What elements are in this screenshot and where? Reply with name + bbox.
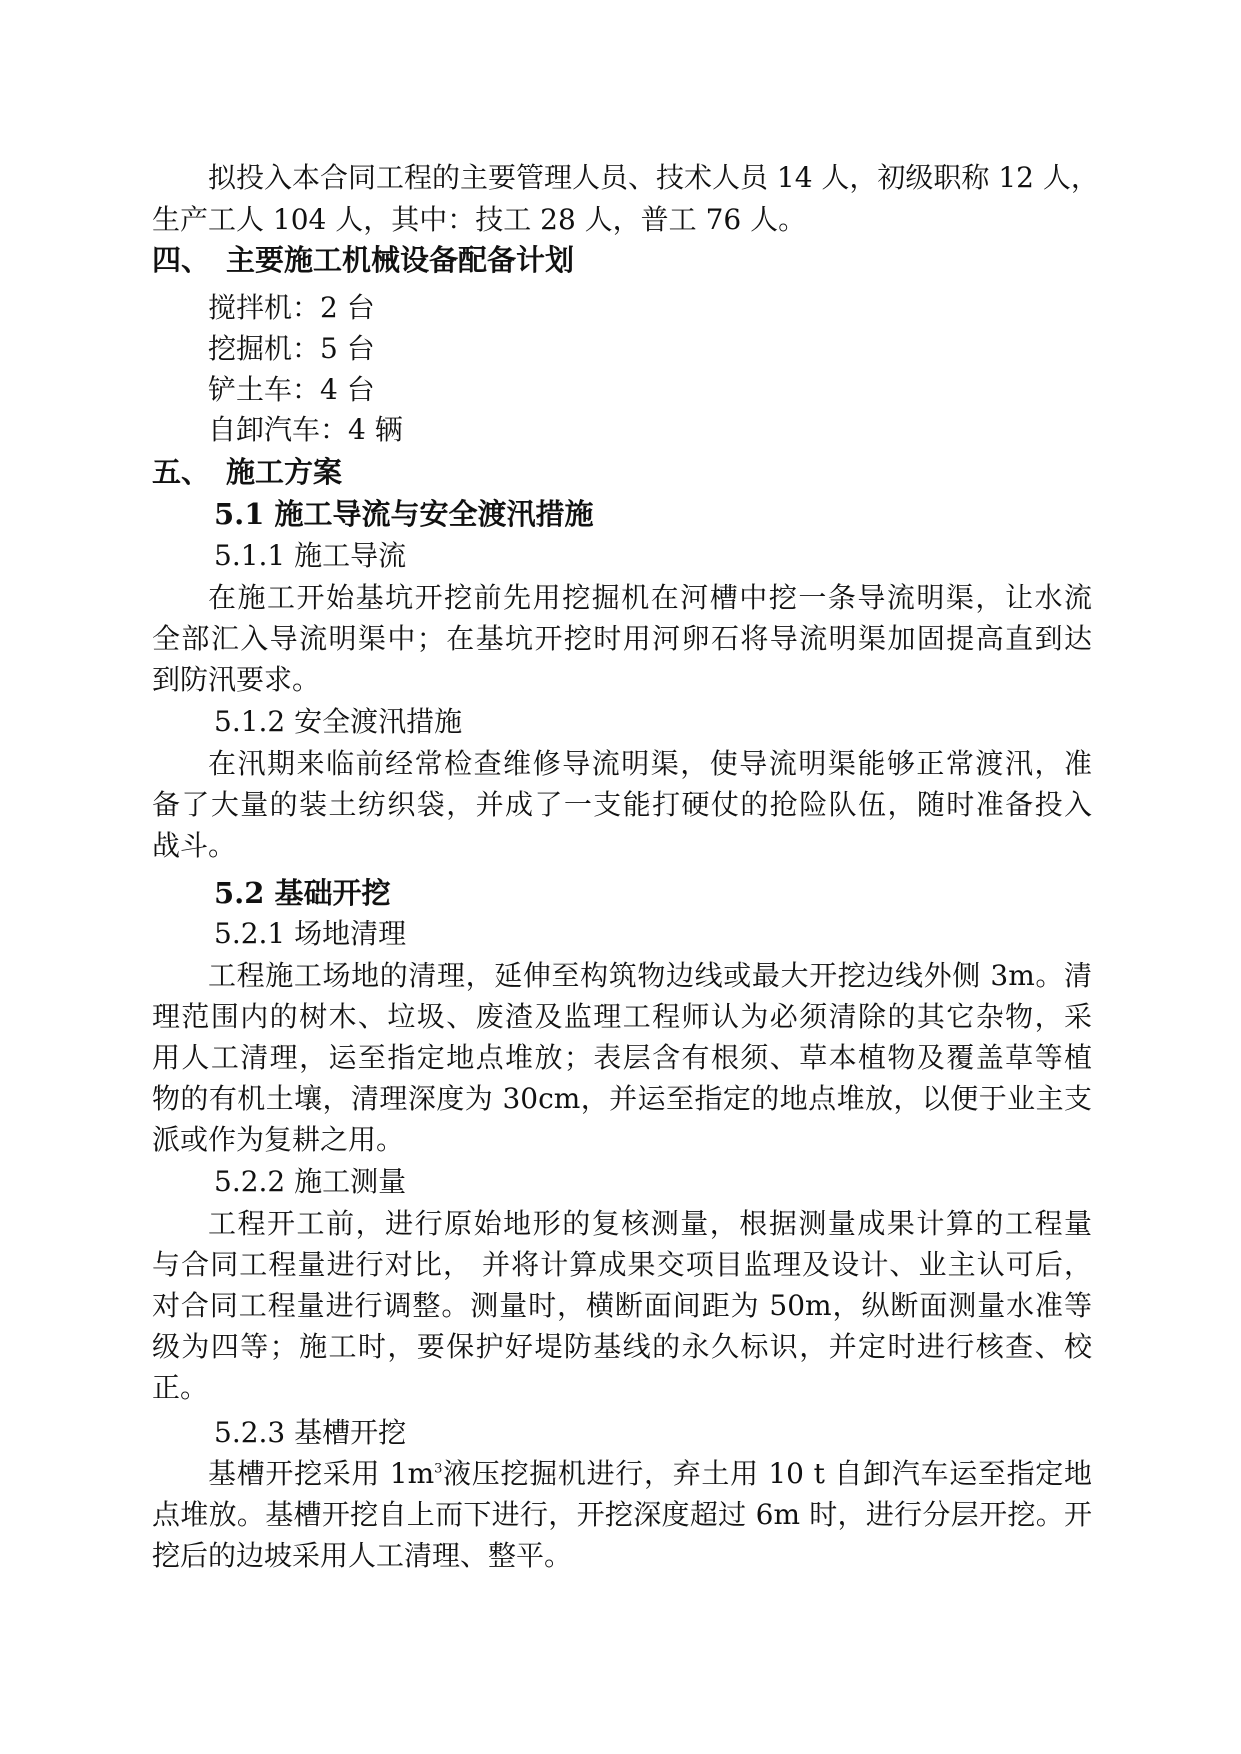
paragraph-line (208, 1454, 1092, 1494)
section-4-number: 四、 (152, 243, 211, 277)
equipment-item: 铲土车：4 台 (208, 373, 375, 406)
text-run: 液压挖掘机进行，弃土用 10 t 自卸汽车运至指定地 (442, 1457, 1092, 1490)
paragraph-line: 全部汇入导流明渠中；在基坑开挖时用河卵石将导流明渠加固提高直到达 (152, 622, 1092, 655)
section-4-heading (152, 240, 574, 280)
section-5-heading (152, 452, 342, 492)
paragraph-line: 级为四等；施工时，要保护好堤防基线的永久标识，并定时进行核查、校 (152, 1330, 1092, 1363)
paragraph-line: 点堆放。基槽开挖自上而下进行，开挖深度超过 6m 时，进行分层开挖。开 (152, 1498, 1092, 1531)
paragraph-line: 在汛期来临前经常检查维修导流明渠，使导流明渠能够正常渡汛，准 (208, 747, 1092, 780)
subsection-5-1-1-heading: 5.1.1 施工导流 (214, 539, 407, 572)
paragraph-line: 战斗。 (152, 829, 237, 862)
equipment-item: 搅拌机：2 台 (208, 291, 375, 324)
subsection-5-2-3-heading: 5.2.3 基槽开挖 (214, 1416, 407, 1449)
paragraph-line: 正。 (152, 1371, 209, 1404)
paragraph-line: 派或作为复耕之用。 (152, 1123, 405, 1156)
section-4-title: 主要施工机械设备配备计划 (226, 243, 575, 277)
subsection-5-2-1-heading: 5.2.1 场地清理 (214, 917, 407, 950)
subsection-5-1-heading: 5.1 施工导流与安全渡汛措施 (214, 497, 594, 531)
paragraph-line: 工程施工场地的清理，延伸至构筑物边线或最大开挖边线外侧 3m。清 (208, 959, 1092, 992)
subsection-5-2-heading: 5.2 基础开挖 (214, 876, 391, 910)
paragraph-line: 理范围内的树木、垃圾、废渣及监理工程师认为必须清除的其它杂物，采 (152, 1000, 1092, 1033)
text-run: 基槽开挖采用 1m (208, 1457, 435, 1490)
staffing-line-1: 拟投入本合同工程的主要管理人员、技术人员 14 人，初级职称 12 人， (208, 161, 1099, 194)
paragraph-line: 在施工开始基坑开挖前先用挖掘机在河槽中挖一条导流明渠，让水流 (208, 581, 1092, 614)
section-5-title: 施工方案 (226, 455, 343, 489)
paragraph-line: 用人工清理，运至指定地点堆放；表层含有根须、草本植物及覆盖草等植 (152, 1041, 1092, 1074)
superscript-3: 3 (434, 1461, 443, 1477)
equipment-item: 挖掘机：5 台 (208, 332, 375, 365)
staffing-line-2: 生产工人 104 人，其中：技工 28 人，普工 76 人。 (152, 203, 807, 236)
paragraph-line: 物的有机土壤，清理深度为 30cm，并运至指定的地点堆放，以便于业主支 (152, 1082, 1092, 1115)
paragraph-line: 工程开工前，进行原始地形的复核测量，根据测量成果计算的工程量 (208, 1207, 1092, 1240)
paragraph-line: 对合同工程量进行调整。测量时，横断面间距为 50m，纵断面测量水准等 (152, 1289, 1092, 1322)
section-5-number: 五、 (152, 455, 211, 489)
subsection-5-1-2-heading: 5.1.2 安全渡汛措施 (214, 705, 463, 738)
equipment-item: 自卸汽车：4 辆 (208, 413, 403, 446)
paragraph-line: 与合同工程量进行对比， 并将计算成果交项目监理及设计、业主认可后， (152, 1248, 1092, 1281)
paragraph-line: 到防汛要求。 (152, 663, 321, 696)
paragraph-line: 备了大量的装土纺织袋，并成了一支能打硬仗的抢险队伍，随时准备投入 (152, 788, 1092, 821)
paragraph-line: 挖后的边坡采用人工清理、整平。 (152, 1539, 573, 1572)
subsection-5-2-2-heading: 5.2.2 施工测量 (214, 1165, 407, 1198)
